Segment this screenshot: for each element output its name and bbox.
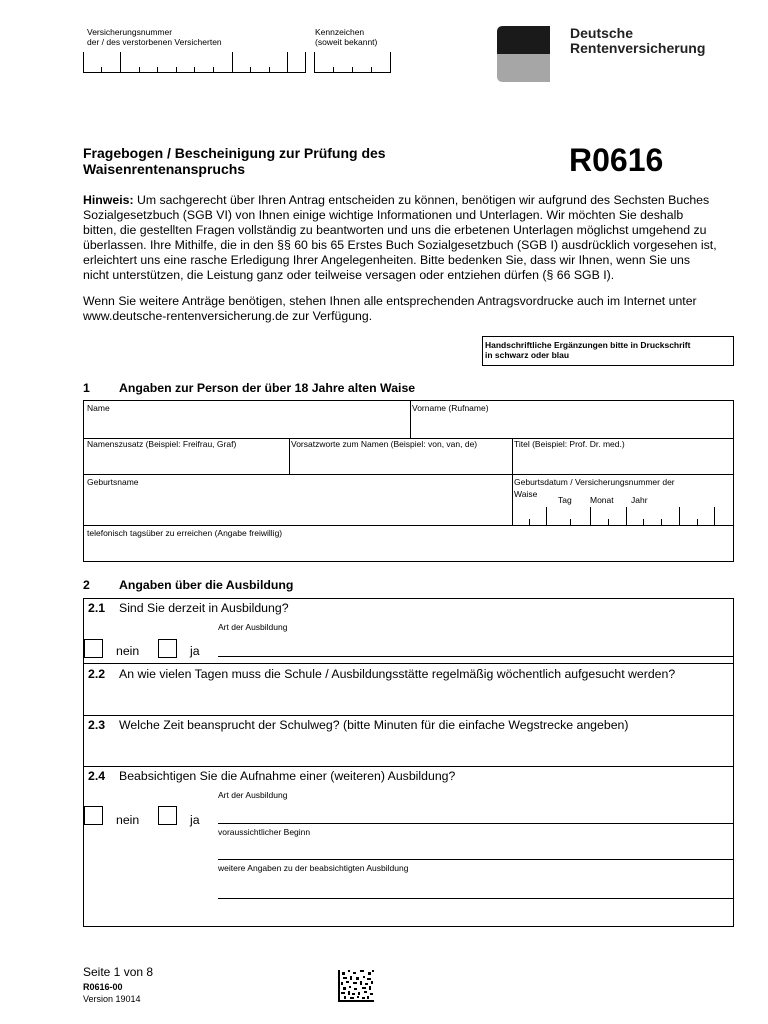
kennzeichen-field[interactable] <box>314 52 391 73</box>
q-2-1-ja-checkbox[interactable] <box>158 639 177 658</box>
logo-text-line-2: Rentenversicherung <box>570 40 706 56</box>
insurance-number-label: Versicherungsnummer der / des verstorbenen Versicherten <box>87 27 222 47</box>
matrix-barcode-icon <box>338 970 374 1002</box>
q-2-3-number: 2.3 <box>88 718 106 732</box>
q-2-4-art-label: Art der Ausbildung <box>218 790 288 800</box>
insurance-number-field[interactable] <box>83 52 306 73</box>
q-2-3-text: Welche Zeit beansprucht der Schulweg? (bitte Minuten für die einfache Wegstrecke angeben) <box>119 718 629 732</box>
geburtsname-field[interactable]: Geburtsname <box>87 477 139 487</box>
page-number: Seite 1 von 8 <box>83 965 154 979</box>
section-1-title: Angaben zur Person der über 18 Jahre alten Waise <box>119 381 416 395</box>
q-2-4-ja-label: ja <box>190 813 200 827</box>
drv-logo <box>497 26 709 82</box>
q-2-1-art-input[interactable] <box>218 639 733 657</box>
q-2-4-nein-label: nein <box>116 813 140 827</box>
section-2-number: 2 <box>83 578 90 592</box>
q-2-4-text: Beabsichtigen Sie die Aufnahme einer (weiteren) Ausbildung? <box>119 769 456 783</box>
hinweis-paragraph: Hinweis: Um sachgerecht über Ihren Antrag entscheiden zu können, benötigen wir aufgrund des Sechsten Buches Sozialgesetzbuch (SGB VI) von Ihnen einige wichtige Informationen und Unterlagen. Wir möchten Sie deshalb bitten, die gestellten Fragen vollständig zu beantworten und uns die erbetenen Unterlagen möglichst umgehend zu überlassen. Ihre Mithilfe, die in den §§ 60 bis 65 Erstes Buch Sozialgesetzbuch (SGB I) ausdrücklich vorgesehen ist, erleichtert uns eine rasche Erledigung Ihrer Angelegenheiten. Bitte bedenken Sie, dass wir Ihnen, wenn Sie uns nicht unterstützen, die Leistung ganz oder teilweise versagen oder entziehen dürfen (§ 66 SGB I). <box>83 193 717 282</box>
q-2-1-ja-label: ja <box>190 644 200 658</box>
form-code-footer: R0616-00 <box>83 982 123 992</box>
q-2-4-art-input[interactable] <box>218 806 733 824</box>
section-2-table <box>83 598 734 927</box>
logo-text-line-1: Deutsche <box>570 25 634 41</box>
q-2-4-beginn-input[interactable] <box>218 842 733 860</box>
form-code: R0616 <box>569 142 664 178</box>
q-2-4-weitere-label: weitere Angaben zu der beabsichtigten Ausbildung <box>218 863 409 873</box>
section-1-table <box>83 400 734 562</box>
q-2-4-beginn-label: voraussichtlicher Beginn <box>218 827 311 837</box>
version-label: Version 19014 <box>83 994 141 1004</box>
namenszusatz-field[interactable]: Namenszusatz (Beispiel: Freifrau, Graf) <box>87 439 237 449</box>
q-2-1-nein-label: nein <box>116 644 140 658</box>
name-field[interactable]: Name <box>87 403 110 413</box>
q-2-2-number: 2.2 <box>88 667 106 681</box>
vorname-field[interactable]: Vorname (Rufname) <box>412 403 489 413</box>
q-2-4-nein-checkbox[interactable] <box>84 806 103 825</box>
q-2-3-answer-area[interactable] <box>84 736 733 766</box>
drv-logo-mark-icon <box>497 26 553 82</box>
section-1-number: 1 <box>83 381 90 395</box>
q-2-1-number: 2.1 <box>88 601 106 615</box>
q-2-4-weitere-input[interactable] <box>218 878 733 899</box>
kennzeichen-label: Kennzeichen (soweit bekannt) <box>315 27 378 47</box>
titel-field[interactable]: Titel (Beispiel: Prof. Dr. med.) <box>514 439 625 449</box>
q-2-4-ja-checkbox[interactable] <box>158 806 177 825</box>
more-forms-paragraph: Wenn Sie weitere Anträge benötigen, stehen Ihnen alle entsprechenden Antragsvordrucke auch im Internet unter www.deutsche-rentenversicherung.de zur Verfügung. <box>83 294 697 323</box>
q-2-4-number: 2.4 <box>88 769 106 783</box>
section-2-title: Angaben über die Ausbildung <box>119 578 294 592</box>
telefon-field[interactable]: telefonisch tagsüber zu erreichen (Angabe freiwillig) <box>87 528 283 538</box>
q-2-1-text: Sind Sie derzeit in Ausbildung? <box>119 601 289 615</box>
q-2-1-nein-checkbox[interactable] <box>84 639 103 658</box>
q-2-1-art-label: Art der Ausbildung <box>218 622 288 632</box>
vorsatzworte-field[interactable]: Vorsatzworte zum Namen (Beispiel: von, van, de) <box>291 439 478 449</box>
page-title: Fragebogen / Bescheinigung zur Prüfung des Waisenrentenanspruchs <box>83 145 386 177</box>
handwriting-note: Handschriftliche Ergänzungen bitte in Druckschrift in schwarz oder blau <box>482 336 734 366</box>
geburtsdatum-field[interactable]: Geburtsdatum / Versicherungsnummer der Waise Tag Monat Jahr <box>513 475 733 525</box>
q-2-2-answer-area[interactable] <box>84 685 733 715</box>
q-2-2-text: An wie vielen Tagen muss die Schule / Ausbildungsstätte regelmäßig wöchentlich aufgesucht werden? <box>119 667 676 681</box>
